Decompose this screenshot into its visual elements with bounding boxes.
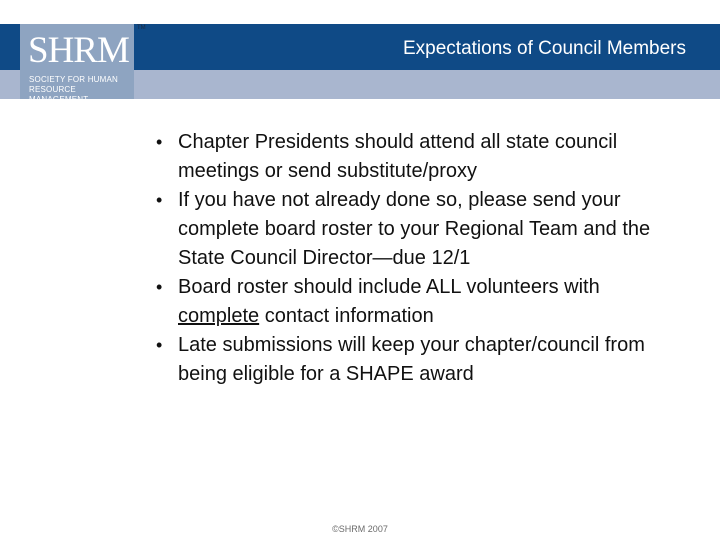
bullet-list xyxy=(156,128,656,389)
bullet-item xyxy=(156,186,656,273)
logo-tagline-line2: RESOURCE MANAGEMENT xyxy=(29,85,89,104)
bullet-item xyxy=(156,331,656,389)
bullet-icon: • xyxy=(156,335,163,355)
bullet-emphasis: complete xyxy=(178,305,260,327)
bullet-icon: • xyxy=(156,277,163,297)
shrm-logo xyxy=(20,24,134,104)
bullet-text: Board roster should include ALL volunteers with xyxy=(178,276,600,298)
bullet-item xyxy=(156,128,656,186)
bullet-text: Chapter Presidents should attend all state council meetings or send substitute/proxy xyxy=(178,131,618,182)
bullet-text-end: contact information xyxy=(259,305,434,327)
bullet-text: Late submissions will keep your chapter/council from being eligible for a SHAPE award xyxy=(178,334,645,385)
logo-tagline xyxy=(29,75,134,105)
bullet-icon: • xyxy=(156,132,163,152)
trademark-mark: TM xyxy=(137,25,146,31)
bullet-item xyxy=(156,273,656,331)
bullet-text: If you have not already done so, please send your complete board roster to your Regional Team and the State Council Director—due 12/1 xyxy=(178,189,651,269)
logo-wordmark: SHRM xyxy=(28,30,129,71)
bullet-icon: • xyxy=(156,190,163,210)
slide-title: Expectations of Council Members xyxy=(402,38,686,59)
logo-tagline-line1: SOCIETY FOR HUMAN xyxy=(29,75,119,84)
footer-copyright: ©SHRM 2007 xyxy=(332,524,388,534)
